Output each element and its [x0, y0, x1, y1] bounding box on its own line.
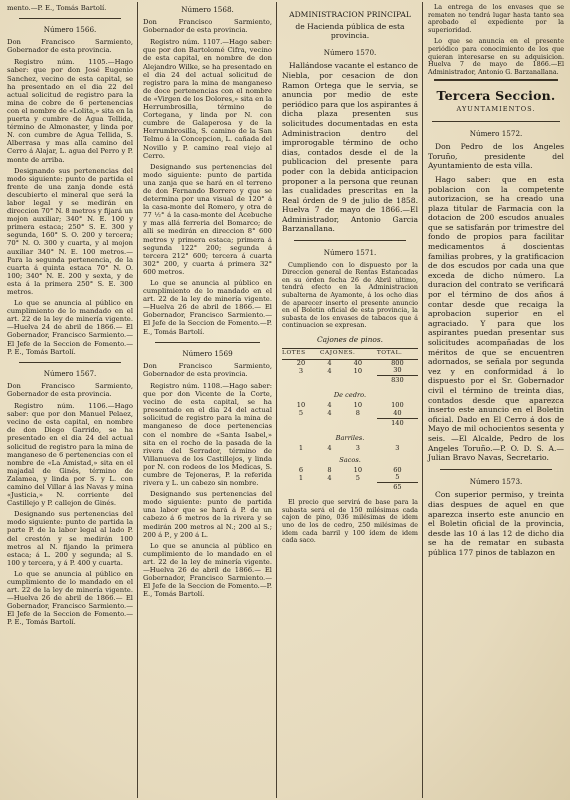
divider — [19, 18, 121, 19]
column-2 — [140, 4, 275, 796]
table-cell: 20 — [296, 358, 306, 367]
table-cell: 1 — [298, 443, 304, 452]
notice-number-1570: Número 1570. — [323, 47, 377, 57]
notice-body: Registro núm. 1105.—Hago saber: que por don José Eugenio Sanchez, vecino de esta capital, se ha presentado en el dia 22 del actual solicitud de registro para la mina de cobre de 6 pertenencias con el nombre de «Lolita,» sita en la puerta y cumbre de Agua Tellida, término de Almonaster, y linda por N. con cumbre de Agua Tellida, S. Alberrasa y mas alla camino del Cerro á Alajar, L. agua del Perro y P. monte de arriba. — [7, 58, 133, 164]
table-section: De cedro. — [333, 391, 367, 400]
table-cell: 100 — [391, 401, 404, 410]
table-section: Sacos. — [339, 455, 361, 464]
notice-subject: Don Francisco Sarmiento, Gobernador de esta provincia. — [143, 18, 272, 35]
notice-body: Registro núm. 1106.—Hago saber: que por don Manuel Pelaez, vecino de esta capital, en nombre de don Diego Garrido, se ha presentado en el dia 24 del actual solicitud de registro para la mina de manganeso de 6 pertenencias con el nombre de «La Amistad,» sita en el majadal de Ginés, término de Zalamea, y linda por S. y L. con camino del Villar á las Navas y mina «Justicia,» N. corriente del Castillejo y P. callejon de Ginés. — [7, 402, 133, 508]
table-cell: 8 — [355, 409, 360, 418]
table-row — [282, 367, 418, 375]
price-note: El precio que servirá de base para la subasta será el de 150 milésimas cada cajon de pino, 036 milésimas de idem uno de los de cedro, 250 milésimas de idem cada barril y 100 ídem de idem cada saco. — [282, 498, 418, 545]
col-header-total: TOTAL. — [377, 348, 418, 359]
table-cell: 40 — [353, 358, 363, 367]
notice-subject: Don Francisco Sarmiento, Gobernador de esta provincia. — [143, 361, 272, 378]
table-cell: 5 — [298, 409, 304, 418]
notice-body: Con superior permiso, y treinta dias despues de aquel en que aparezca inserto este anuncio en el Boletin oficial de la provincia, desde las 10 á las 12 de dicho dia se ha de rematar en subasta pública 177 pinos de tablazon en — [428, 490, 564, 557]
section-title: ADMINISTRACION PRINCIPAL — [289, 10, 411, 19]
notice-body: Lo que se anuncia al público en cumplimiento de lo mandado en el art. 22 de la ley de minería vigente. —Huelva 26 de abril de 1866.— El Gobernador, Francisco Sarmiento.—El Jefe de la Seccion de Fomento.—P. E., Tomás Bartolí. — [143, 279, 272, 336]
column-divider — [137, 2, 138, 798]
table-cell: 10 — [353, 465, 363, 474]
table-row — [282, 445, 418, 453]
table-cell: 6 — [298, 465, 304, 474]
notice-body: Designando sus pertenencias del modo siguiente: punto de partida el frente de una zanja donde está descubierto el mineral que será la labor legal y se medirán en direccion 70° N. 8 metros y fijará un mojon auxiliar; 340° N. E. 100 y primera estaca; 250° S. E. 300 y segunda, 160° S. O. 200 y tercera; 70° N. O. 300 y cuarta, y al mojon auxiliar 340° N. E. 100 metros.—Para la segunda pertenencia, de la cuarta á quinta estaca 70° N. O. 100; 340° N. E. 200 y sexta, y de esta á la primera 250° S. E. 300 metros. — [7, 166, 133, 296]
column-4 — [425, 4, 567, 796]
auction-note: Cumpliendo con lo dispuesto por la Direccion general de Rentas Estancadas en su órden fecha 26 de Abril ultimo, tendrá efecto en la Administracion subalterna de Ayamonte, á los ocho dias de aparecer inserto el presente anuncio en el Boletin oficial de esta provincia, la subasta de los envases de tabacos que á continuacion se expresan. — [282, 260, 418, 330]
column-1 — [4, 4, 136, 796]
table-cell: 60 — [393, 465, 402, 474]
notice-subject: Don Francisco Sarmiento, Gobernador de esta provincia. — [7, 38, 133, 55]
table-cell: 3 — [395, 443, 400, 452]
notice-body: Lo que se anuncia al público en cumplimiento de lo mandado en el art. 22 de la ley de minería vigente. —Huelva 26 de abril de 1866.— El Gobernador, Francisco Sarmiento.—El Jefe de la Seccion de Fomento.—P. E., Tomás Bartolí. — [143, 541, 272, 599]
divider — [19, 362, 121, 363]
table-cell: 10 — [353, 366, 363, 375]
table-cell: 8 — [327, 465, 332, 474]
col-header-boxes: CAJONES. — [320, 348, 377, 359]
table-cell: 3 — [298, 366, 304, 375]
table-cell: 4 — [327, 366, 332, 375]
divider — [434, 79, 558, 81]
table-cell: 30 — [393, 366, 402, 375]
section-heading: Tercera Seccion. — [436, 88, 556, 104]
notice-body: Designando sus pertenencias del modo siguiente: punto de partida una labor que se hará á P. de un cabezo á 6 metros de la rivera y se medirán 200 metros al N.; 200 al S.; 200 á P., y 200 á L. — [143, 490, 272, 539]
notice-subject: Don Pedro de los Angeles Toruño, presidente del Ayuntamiento de esta villa. — [428, 142, 564, 171]
continued-note: La entrega de los envases que se rematen no tendrá lugar hasta tanto sea aprobado el expediente por la superioridad. — [428, 4, 564, 34]
table-cell: 4 — [327, 473, 332, 482]
table-cell: 10 — [296, 401, 306, 410]
notice-number-1573: Número 1573. — [469, 476, 523, 486]
table-row — [282, 410, 418, 418]
section-subheading: AYUNTAMIENTOS. — [456, 104, 536, 113]
table-cell: 4 — [327, 358, 332, 367]
divider — [155, 342, 260, 343]
notice-number-1567: Número 1567. — [43, 368, 97, 378]
table-section: Barriles. — [335, 433, 365, 442]
notice-number-1569: Número 1569 — [182, 348, 233, 358]
containers-table — [282, 348, 418, 496]
notice-body: Registro núm. 1107.—Hago saber: que por don Bartolomé Cifra, vecino de esta capital, en nombre de don Alejandro Wilke, se ha presentado en el dia 24 del actual solicitud de registro para la mina de manganeso de doce pertenencias con el nombre de «Virgen de los Dolores,» sita en la Herrumbrosilla, término de Cortegana, y linda por N. con cumbre de Galaperosa y de la Herrumbrosilla, S. camino de la San Telmo á la Concepcion, L. cañada del Novillo y P. camino real viejo al Cerro. — [143, 38, 272, 160]
column-3 — [279, 4, 421, 796]
notice-body: Designando sus pertenencias del modo siguiente: punto de partida una zanja que se hará en el terreno de don Fernando Borrero y que se determina por una visual de 120° á la casa-monte del Romero, y otra de 77 ½° á la casa-monte del Acebuche y mas allá ferreria del Bomarco; de alli se medirán en direccion 8° 600 metros y primera estaca; primera á segunda 122° 200; segunda á tercera 212° 600; tercera á cuarta 302° 200, y cuarta á primera 32° 600 metros. — [143, 162, 272, 276]
divider — [294, 240, 406, 241]
table-cell: 5 — [355, 473, 360, 482]
divider — [432, 121, 560, 122]
table-cell: 1 — [298, 473, 304, 482]
table-cell: 4 — [327, 443, 332, 452]
column-divider — [276, 2, 277, 798]
notice-body: Lo que se anuncia al público en cumplimiento de lo mandado en el art. 22 de la ley de minería vigente. —Huelva 26 de abril de 1866.— El Gobernador, Francisco Sarmiento.—El Jefe de la Seccion de Fomento.—P. E., Tomás Bartolí. — [7, 569, 133, 627]
table-cell: 800 — [391, 358, 404, 367]
notice-body: Hallándose vacante el estanco de Niebla, por cesacion de don Ramon Ortega que le servia, se anuncia por medio de este periódico para que los aspirantes á dicha plaza presenten sus solicitudes documentadas en esta Administracion dentro del improrogable término de ocho dias, contados desde el de la publicacion del presente para poder con la debida anticipacion proponer a la persona que reunan las cualidades prescritas en la Real órden de 9 de julio de 1858. Huelva 7 de mayo de 1866.—El Administrador, Antonio Garcia Barzanallana. — [282, 61, 418, 234]
continued-note: Lo que se anuncia en el presente periódico para conocimiento de los que quieran interesarse en su adquisicion. Huelva 7 de mayo de 1866.—El Administrador, Antonio G. Barzanallana. — [428, 37, 564, 76]
notice-number-1571: Número 1571. — [323, 248, 377, 258]
notice-number-1566: Número 1566. — [43, 25, 97, 35]
column-divider — [422, 2, 423, 798]
notice-number-1568: Número 1568. — [181, 5, 234, 14]
notice-body: Designando sus pertenencias del modo siguiente: punto de partida la parte P. de la labor legal al lado P. del crestón y se medirán 100 metros al N. fijando la primera estaca; á L. 200 y segunda; al S. 100 y tercera, y á P. 400 y cuarta. — [7, 510, 133, 567]
notice-subject: Don Francisco Sarmiento, Gobernador de esta provincia. — [7, 381, 133, 398]
notice-body: Hago saber: que en esta poblacion con la competente autorizacion, se ha creado una plaza titular de Farmacia con la dotacion de 200 escudos anuales que se satisfarán por trimestre del fondo de propios para facilitar medicamentos á doscientas familias probres, y la gratificacion de dos escudos por cada una que exceda de dicho número. La duracion del contrato se verificará por el término de dos años á contar desde que recaiga la aprobacion superior en el agraciado. Y para que los aspirantes puedan presentar sus solicitudes acompañadas de los méritos de que se encuentren adornados, se señala por segunda vez y en conformidad á lo dispuesto por el Sr. Gobernador civil el término de treinta dias, contados desde que aparezca inserto este anuncio en el Boletin oficial. Dado en El Cerro á dos de Mayo de mil ochocientos sesenta y seis. —El Alcalde, Pedro de los Angeles Toruño.—P. O. D. S. A.—Julian Bravo Navas, Secretario. — [428, 174, 564, 463]
table-cell: 40 — [393, 409, 402, 418]
notice-number-1572: Número 1572. — [469, 128, 523, 138]
col-header-lots: LOTES — [282, 348, 320, 359]
table-cell: 10 — [353, 401, 363, 410]
subtotal: 65 — [377, 483, 418, 495]
notice-body: Registro núm. 1108.—Hago saber: que por don Vicente de la Corte, vecino de esta capital, se ha presentado en el dia 24 del actual solicitud de registro para la mina de manganeso de doce pertenencias con el nombre de «Santa Isabel,» sita en el rocho de la pasada de la rivera del Serrador, término de Villanueva de los Castillejos, y linda por N. con rodeos de los Medicas, S. cumbre de Tejoneras, P. la referida rivera y L. un cabezo sin nombre. — [143, 381, 272, 488]
subtotal: 830 — [377, 376, 418, 388]
subtotal: 140 — [377, 418, 418, 430]
table-cell: 3 — [355, 443, 360, 452]
divider — [440, 469, 552, 470]
table-row — [282, 474, 418, 482]
table-cell: 4 — [327, 409, 332, 418]
section-subtitle: de Hacienda pública de esta provincia. — [295, 21, 405, 41]
notice-body: Lo que se anuncia al público en cumplimiento de lo mandado en el art. 22 de la ley de minería vigente. —Huelva 24 de abril de 1866.— El Gobernador, Francisco Sarmiento.—El Jefe de la Seccion de Fomento.—P. E., Tomás Bartolí. — [7, 299, 133, 356]
table-cell: 4 — [327, 401, 332, 410]
table-title: Cajones de pinos. — [317, 335, 383, 344]
continued-line: mento.—P. E., Tomás Bartolí. — [7, 4, 107, 12]
table-cell: 5 — [395, 473, 400, 482]
